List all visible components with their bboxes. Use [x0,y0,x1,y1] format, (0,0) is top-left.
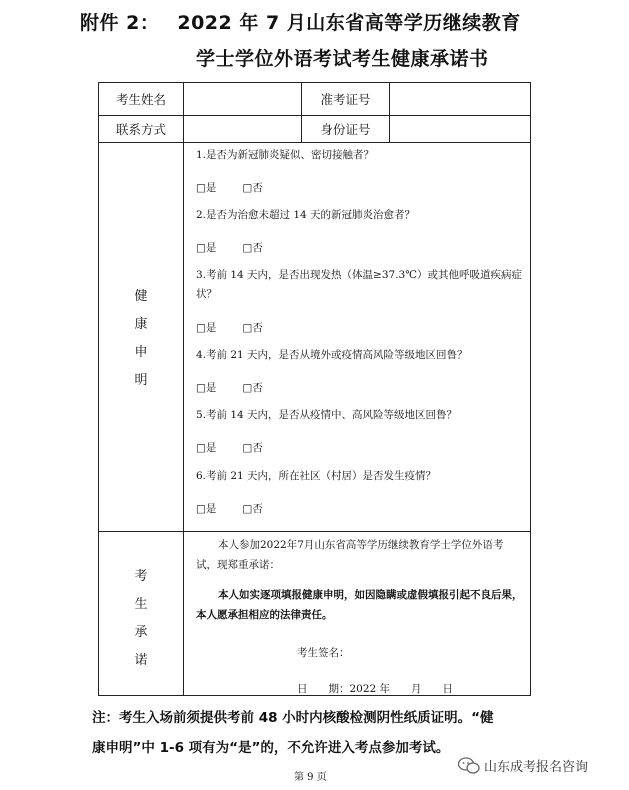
pledge-intro: 本人参加2022年7月山东省高等学历继续教育学士学位外语考试，现郑重承诺： [196,539,504,571]
note-line2: 康申明”中 1-6 项有为“是”的，不允许进入考点参加考试。 [92,740,450,756]
column-divider [183,83,184,695]
row-divider [99,531,530,532]
yes-checkbox[interactable]: □是 [196,242,217,254]
question-4-options [196,380,263,395]
name-field[interactable] [184,83,301,115]
contact-field[interactable] [184,116,301,142]
name-label: 考生姓名 [115,92,166,107]
no-checkbox[interactable]: □否 [242,182,263,194]
watermark [458,756,588,775]
side-char: 明 [134,373,148,388]
side-char: 生 [134,597,148,612]
page-number: 第 9 页 [294,772,327,783]
question-2: 2.是否为治愈未超过 14 天的新冠肺炎治愈者？ [196,209,416,221]
title-text-line1: 2022 年 7 月山东省高等学历继续教育 [177,12,521,34]
contact-label: 联系方式 [115,122,166,137]
no-checkbox[interactable]: □否 [242,382,263,394]
attachment-label: 附件 2： [80,12,160,34]
document-title-line2: 学士学位外语考试考生健康承诺书 [196,48,489,70]
side-char: 申 [134,345,148,360]
exam-number-field[interactable] [390,83,530,115]
candidate-pledge-label [99,563,183,675]
no-checkbox[interactable]: □否 [242,242,263,254]
yes-checkbox[interactable]: □是 [196,322,217,334]
pledge-statement-line1: 本人如实逐项填报健康申明，如因隐瞒或虚假填报引起不良后果， [218,589,523,601]
question-5: 5.考前 14 天内，是否从疫情中、高风险等级地区回鲁？ [196,409,458,421]
id-number-label: 身份证号 [320,122,371,137]
pledge-statement-line2: 本人愿承担相应的法律责任。 [196,609,333,621]
yes-checkbox[interactable]: □是 [196,442,217,454]
document-title-line1 [80,8,521,35]
exam-number-label: 准考证号 [320,92,371,107]
question-6-options [196,501,263,516]
question-3: 3.考前 14 天内，是否出现发热（体温≥37.3℃）或其他呼吸道疾病症状？ [196,269,522,300]
wechat-icon [458,757,480,775]
side-char: 承 [134,625,148,640]
watermark-text: 山东成考报名咨询 [484,760,589,775]
side-char: 康 [134,317,148,332]
question-2-options [196,240,263,255]
row-divider [99,142,530,143]
question-5-options [196,440,263,455]
id-number-field[interactable] [390,116,530,142]
question-1-options [196,180,263,195]
side-char: 健 [134,289,148,304]
date-label: 日 期：2022 年 月 日 [297,683,454,695]
question-3-options [196,320,263,335]
no-checkbox[interactable]: □否 [242,442,263,454]
yes-checkbox[interactable]: □是 [196,182,217,194]
note-line1: 注：考生入场前须提供考前 48 小时内核酸检测阴性纸质证明。“健 [92,710,494,726]
health-pledge-form [98,82,531,696]
yes-checkbox[interactable]: □是 [196,382,217,394]
question-4: 4.考前 21 天内，是否从境外或疫情高风险等级地区回鲁？ [196,349,468,361]
side-char: 考 [134,569,148,584]
question-6: 6.考前 21 天内，所在社区（村居）是否发生疫情？ [196,470,437,482]
health-declaration-label [99,283,183,395]
no-checkbox[interactable]: □否 [242,322,263,334]
no-checkbox[interactable]: □否 [242,503,263,515]
signature-label: 考生签名： [297,647,350,659]
yes-checkbox[interactable]: □是 [196,503,217,515]
question-1: 1.是否为新冠肺炎疑似、密切接触者？ [196,149,375,161]
side-char: 诺 [134,653,148,668]
